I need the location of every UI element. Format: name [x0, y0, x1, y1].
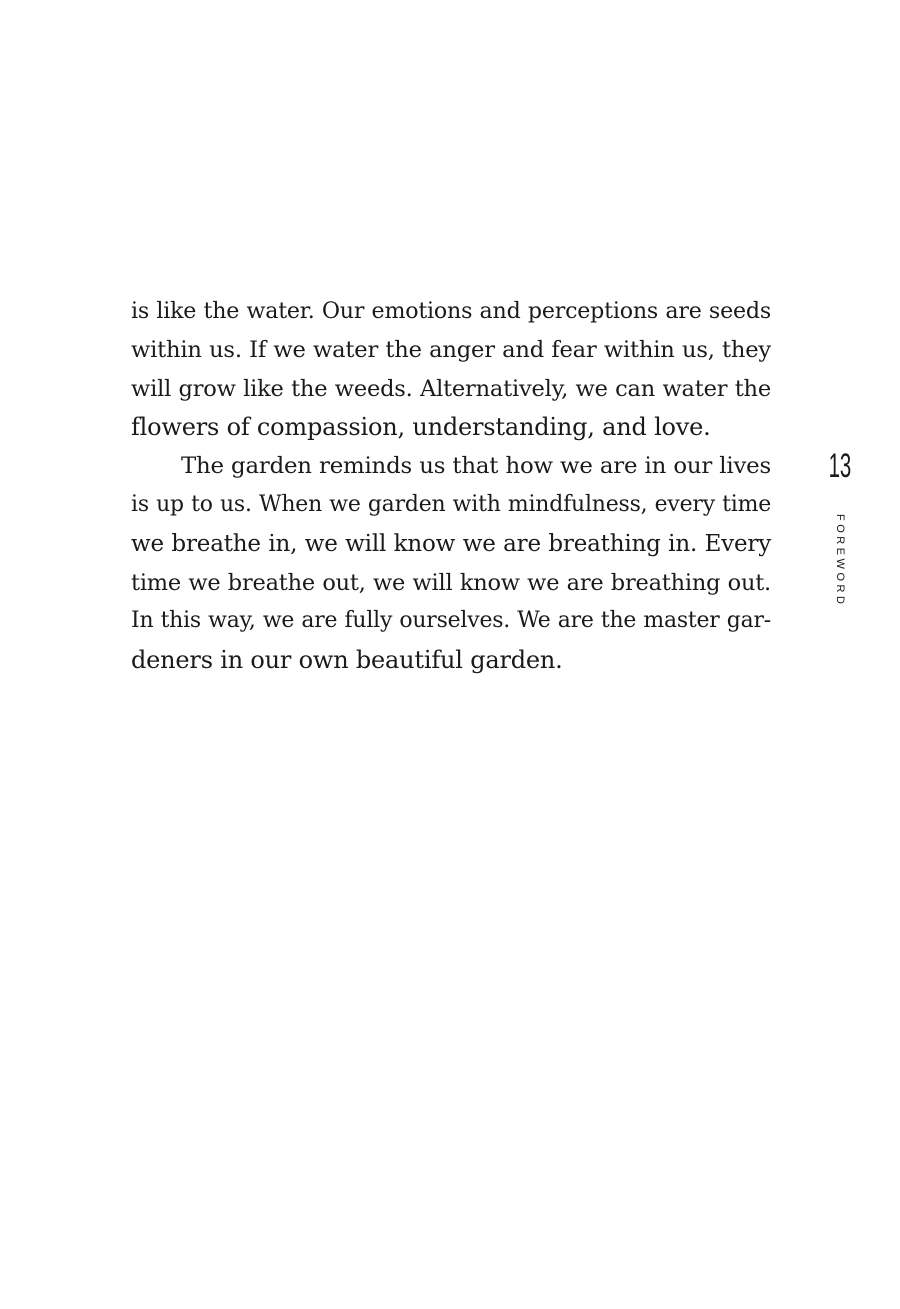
text-line: time we breathe out, we will know we are breathing out. — [131, 569, 771, 596]
text-line: we breathe in, we will know we are breathing in. Every — [131, 530, 771, 557]
text-line: is up to us. When we garden with mindfulness, every time — [131, 491, 771, 517]
page-number: 13 — [828, 447, 852, 485]
text-line: will grow like the weeds. Alternatively, we can water the — [131, 375, 771, 402]
folio — [818, 446, 862, 607]
text-line: deners in our own beautiful garden. — [131, 646, 563, 675]
running-section-title: FOREWORD — [834, 514, 846, 608]
paragraph-2 — [131, 447, 771, 680]
text-line: The garden reminds us that how we are in our lives — [181, 453, 771, 480]
paragraph-1 — [131, 292, 771, 447]
text-line: within us. If we water the anger and fear within us, they — [131, 336, 771, 363]
text-line: is like the water. Our emotions and perceptions are seeds — [131, 298, 771, 324]
body-text — [131, 292, 771, 680]
text-line: flowers of compassion, understanding, and love. — [131, 413, 711, 442]
text-line: In this way, we are fully ourselves. We are the master gar- — [131, 608, 771, 634]
